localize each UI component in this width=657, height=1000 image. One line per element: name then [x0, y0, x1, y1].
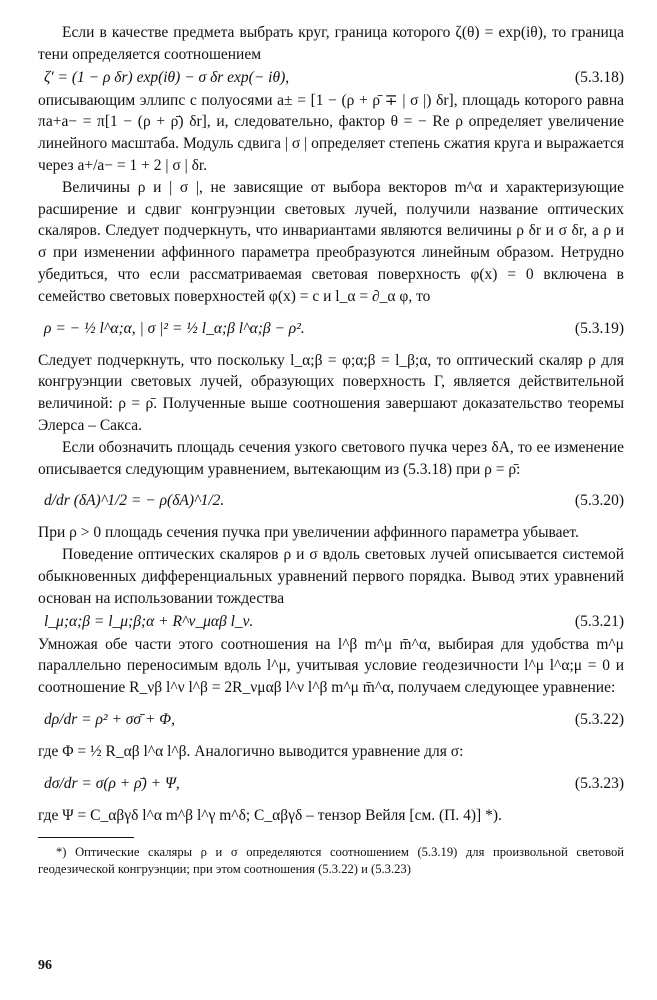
equation-formula: dρ/dr = ρ² + σσ̄ + Φ,	[44, 710, 175, 728]
equation-5-3-23	[38, 763, 624, 805]
paragraph-7: Поведение оптических скаляров ρ и σ вдоль световых лучей описывается системой обыкновенных дифференциальных уравнений первого порядка. Вывод этих уравнений основан на использовании тождества	[38, 546, 624, 607]
page-body	[38, 22, 624, 878]
equation-number: (5.3.19)	[574, 319, 624, 337]
paragraph-4: Следует подчеркнуть, что поскольку l_α;β = φ;α;β = l_β;α, то оптический скаляр ρ для конгруэнции световых лучей, образующих поверхность Γ, является действительной величиной: ρ = ρ̄. Полученные выше соотношения завершают доказательство теоремы Элерса – Сакса.	[38, 351, 624, 434]
paragraph-1: Если в качестве предмета выбрать круг, граница которого ζ(θ) = exp(iθ), то граница тени определяется соотношением	[38, 24, 624, 63]
equation-formula: ρ = − ½ l^α;α, | σ |² = ½ l_α;β l^α;β − ρ².	[44, 319, 305, 337]
equation-formula: l_μ;α;β = l_μ;β;α + R^ν_μαβ l_ν.	[44, 612, 254, 630]
equation-number: (5.3.23)	[574, 774, 624, 792]
page-number: 96	[38, 958, 52, 973]
paragraph-3: Величины ρ и | σ |, не зависящие от выбора векторов m^α и характеризующие расширение и сдвиг конгруэнции световых лучей, получили название оптических скаляров. Следует подчеркнуть, что инвариантами являются величины ρ δr и σ δr, а ρ и σ при изменении аффинного параметра преобразуются линейным образом. Нетрудно убедиться, что если рассматриваемая световая поверхность φ(x) = 0 включена в семейство световых поверхностей φ(x) = c и l_α = ∂_α φ, то	[38, 178, 624, 305]
equation-number: (5.3.20)	[574, 492, 624, 510]
footnote: *) Оптические скаляры ρ и σ определяются соотношением (5.3.19) для произвольной световой геодезической конгруэнции; при этом соотношения (5.3.22) и (5.3.23)	[38, 844, 624, 876]
equation-number: (5.3.18)	[574, 68, 624, 86]
equation-5-3-22	[38, 699, 624, 741]
footnote-divider	[38, 837, 134, 838]
equation-number: (5.3.22)	[574, 710, 624, 728]
paragraph-5: Если обозначить площадь сечения узкого светового пучка через δA, то ее изменение описывается следующим уравнением, вытекающим из (5.3.18) при ρ = ρ̄:	[38, 438, 624, 478]
equation-5-3-21	[38, 610, 624, 634]
equation-5-3-18	[38, 66, 624, 90]
paragraph-6: При ρ > 0 площадь сечения пучка при увеличении аффинного параметра убывает.	[38, 524, 579, 542]
paragraph-8: Умножая обе части этого соотношения на l^β m^μ m̄^α, выбирая для удобства m^μ параллельно переносимым вдоль l^μ, учитывая условие геодезичности l^μ l^α;μ = 0 и соотношение R_νβ l^ν l^β = 2R_νμαβ l^ν l^β m^μ m̄^α, получаем следующее уравнение:	[38, 635, 624, 697]
equation-formula: dσ/dr = σ(ρ + ρ̄) + Ψ,	[44, 774, 180, 792]
paragraph-9: где Φ = ½ R_αβ l^α l^β. Аналогично выводится уравнение для σ:	[38, 742, 464, 760]
paragraph-10: где Ψ = C_αβγδ l^α m^β l^γ m^δ; C_αβγδ – тензор Вейля [см. (П. 4)] *).	[38, 806, 502, 824]
equation-formula: ζ′ = (1 − ρ δr) exp(iθ) − σ δr exp(− iθ),	[44, 68, 290, 86]
equation-5-3-20	[38, 480, 624, 522]
equation-formula: d/dr (δA)^1/2 = − ρ(δA)^1/2.	[44, 492, 225, 510]
equation-5-3-19	[38, 308, 624, 350]
paragraph-2: описывающим эллипс с полуосями a± = [1 − (ρ + ρ̄ ∓ | σ |) δr], площадь которого равна πa+a− = π[1 − (ρ + ρ̄) δr], и, следовательно, фактор θ = − Re ρ определяет увеличение линейного масштаба. Модуль сдвига | σ | определяет степень сжатия круга и выражается через a+/a− = 1 + 2 | σ | δr.	[38, 91, 624, 174]
equation-number: (5.3.21)	[574, 612, 624, 630]
